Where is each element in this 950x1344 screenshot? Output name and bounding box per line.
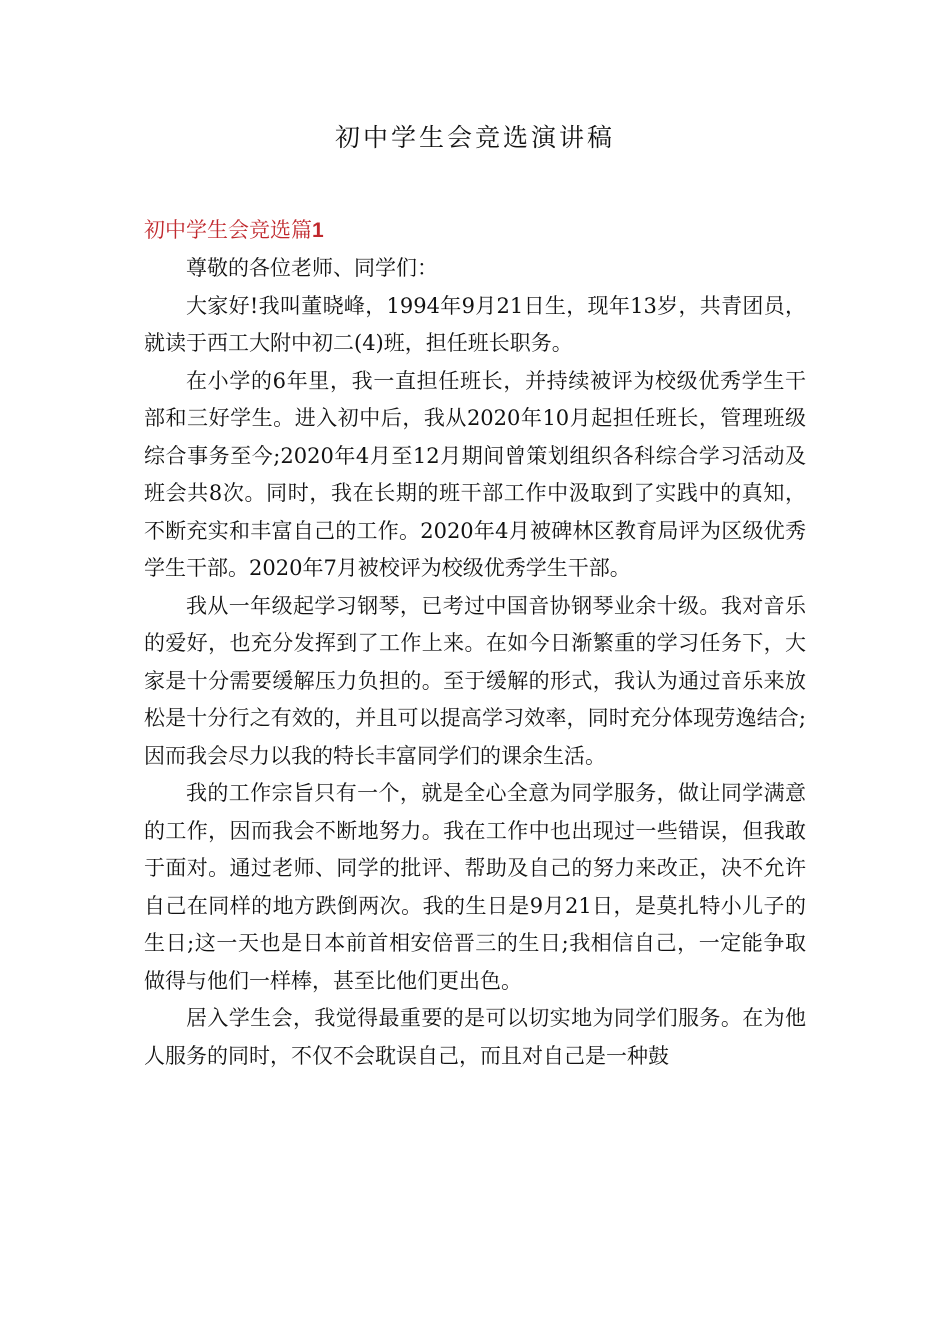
document-title: 初中学生会竞选演讲稿 — [334, 123, 615, 152]
section-heading-text: 初中学生会竞选篇 — [144, 218, 312, 242]
section-heading — [144, 214, 324, 244]
paragraph-experience: 在小学的6年里，我一直担任班长，并持续被评为校级优秀学生干部和三好学生。进入初中后，我从2020年10月起担任班长，管理班级综合事务至今;2020年4月至12月期间曾策划组织各科综合学习活动及班会共8次。同时，我在长期的班干部工作中汲取到了实践中的真知，不断充实和丰富自己的工作。2020年4月被碑林区教育局评为区级优秀学生干部。2020年7月被校评为校级优秀学生干部。 — [144, 368, 806, 580]
section-heading-number: 1 — [312, 219, 324, 242]
paragraph-salutation: 尊敬的各位老师、同学们： — [186, 256, 438, 280]
paragraph-student-union: 居入学生会，我觉得最重要的是可以切实地为同学们服务。在为他人服务的同时，不仅不会耽误自己，而且对自己是一种鼓 — [144, 1006, 806, 1068]
document-body — [144, 250, 806, 1075]
paragraph-piano: 我从一年级起学习钢琴，已考过中国音协钢琴业余十级。我对音乐的爱好，也充分发挥到了工作上来。在如今日渐繁重的学习任务下，大家是十分需要缓解压力负担的。至于缓解的形式，我认为通过音乐来放松是十分行之有效的，并且可以提高学习效率，同时充分体现劳逸结合;因而我会尽力以我的特长丰富同学们的课余生活。 — [144, 593, 806, 768]
paragraph-work-principle: 我的工作宗旨只有一个，就是全心全意为同学服务，做让同学满意的工作，因而我会不断地努力。我在工作中也出现过一些错误，但我敢于面对。通过老师、同学的批评、帮助及自己的努力来改正，决不允许自己在同样的地方跌倒两次。我的生日是9月21日，是莫扎特小儿子的生日;这一天也是日本前首相安倍晋三的生日;我相信自己，一定能争取做得与他们一样棒，甚至比他们更出色。 — [144, 781, 806, 993]
paragraph-introduction: 大家好!我叫董晓峰，1994年9月21日生，现年13岁，共青团员，就读于西工大附中初二(4)班，担任班长职务。 — [144, 293, 806, 355]
